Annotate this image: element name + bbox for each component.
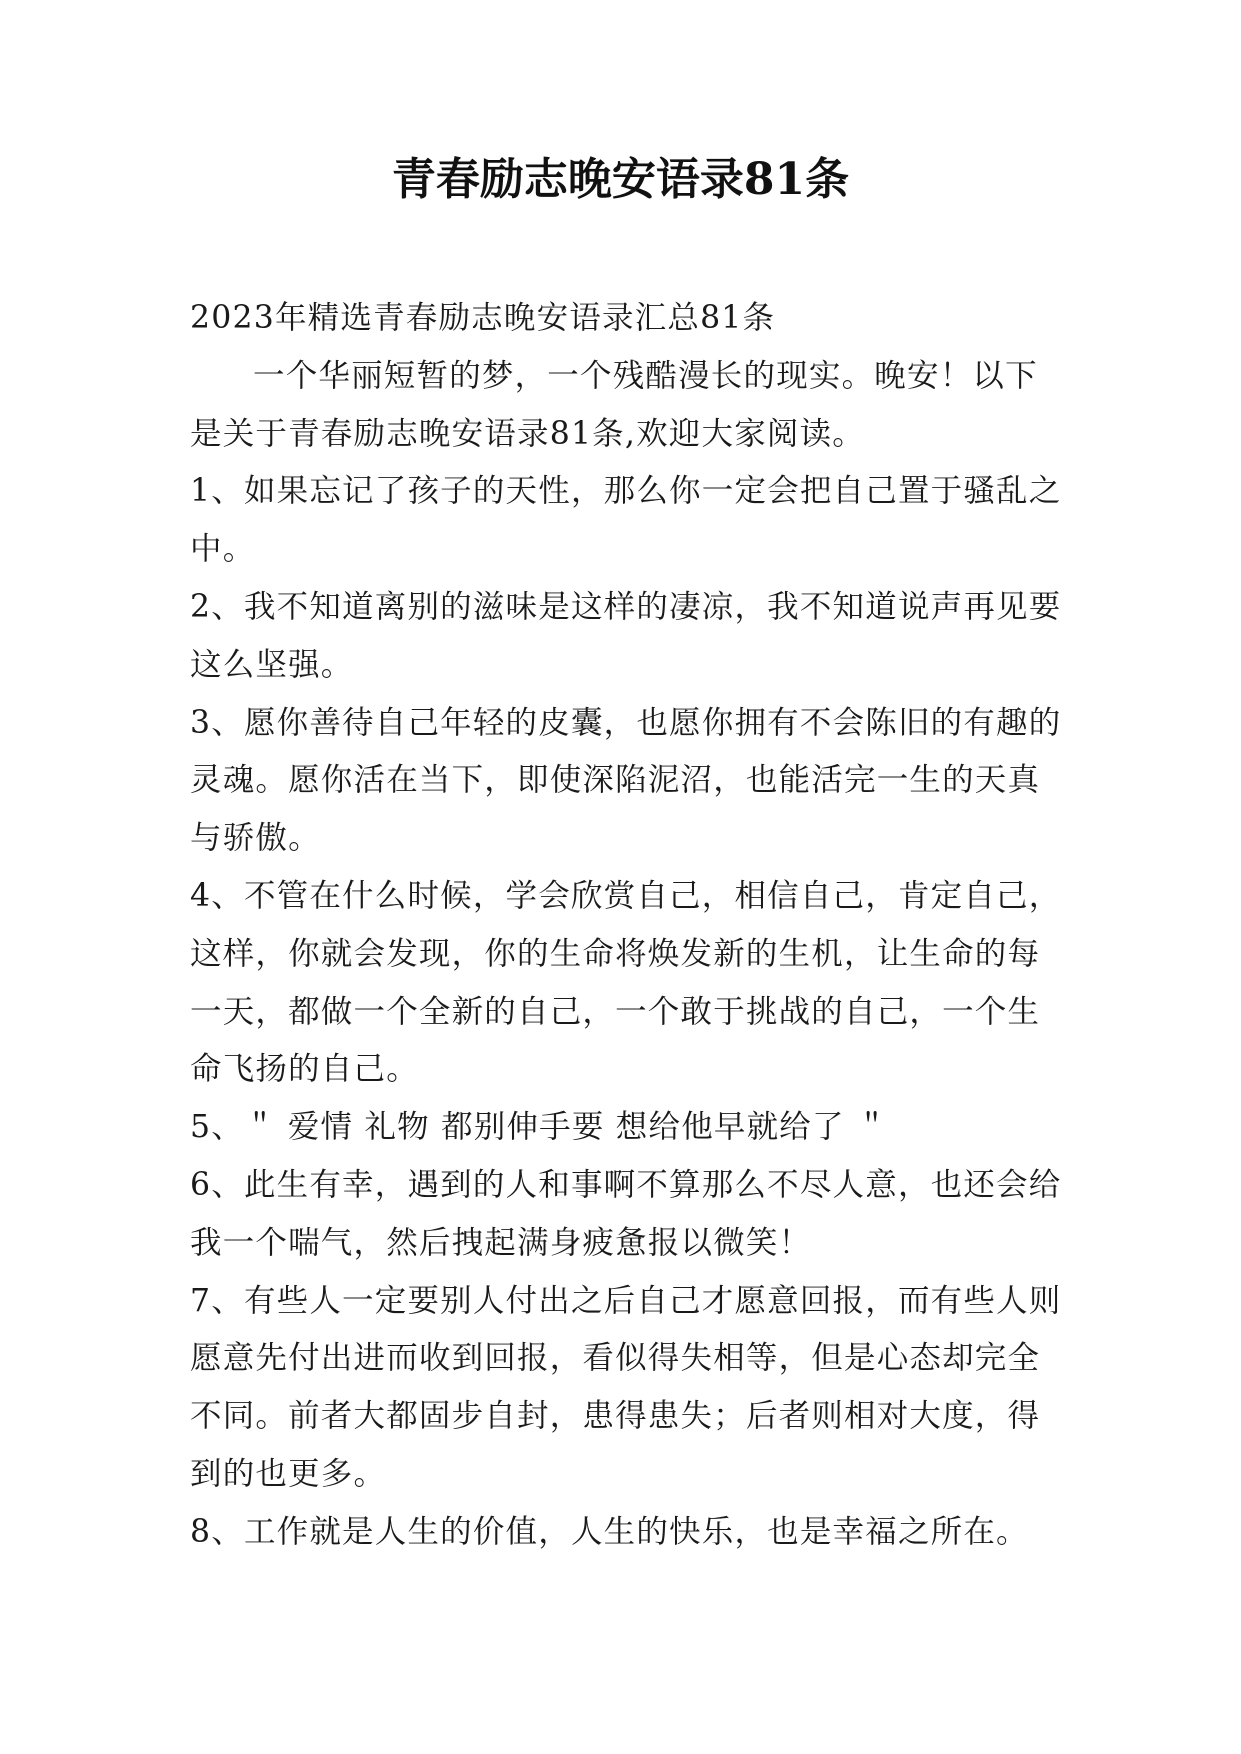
quote-item-2: 2、我不知道离别的滋味是这样的凄凉，我不知道说声再见要这么坚强。 bbox=[190, 588, 1062, 683]
document-subtitle: 2023年精选青春励志晚安语录汇总81条 bbox=[190, 300, 776, 336]
quote-item-7: 7、有些人一定要别人付出之后自己才愿意回报，而有些人则愿意先付出进而收到回报，看似得失相等，但是心态却完全不同。前者大都固步自封，患得患失；后者则相对大度，得到的也更多。 bbox=[190, 1282, 1062, 1492]
quote-item-6: 6、此生有幸，遇到的人和事啊不算那么不尽人意，也还会给我一个喘气，然后拽起满身疲惫报以微笑！ bbox=[190, 1166, 1062, 1261]
document-title: 青春励志晚安语录81条 bbox=[391, 154, 850, 205]
quote-item-5: 5、＂ 爱情 礼物 都别伸手要 想给他早就给了 ＂ bbox=[190, 1109, 889, 1146]
quote-item-1: 1、如果忘记了孩子的天性，那么你一定会把自己置于骚乱之中。 bbox=[190, 473, 1062, 568]
document-body bbox=[190, 290, 1070, 1562]
quote-item-3: 3、愿你善待自己年轻的皮囊，也愿你拥有不会陈旧的有趣的灵魂。愿你活在当下，即使深陷泥沼，也能活完一生的天真与骄傲。 bbox=[190, 704, 1062, 857]
quote-item-4: 4、不管在什么时候，学会欣赏自己，相信自己，肯定自己，这样，你就会发现，你的生命将焕发新的生机，让生命的每一天，都做一个全新的自己，一个敢于挑战的自己，一个生命飞扬的自己。 bbox=[190, 877, 1062, 1088]
intro-paragraph: 一个华丽短暂的梦，一个残酷漫长的现实。晚安！以下是关于青春励志晚安语录81条,欢迎大家阅读。 bbox=[190, 357, 1038, 452]
quote-item-8: 8、工作就是人生的价值，人生的快乐，也是幸福之所在。 bbox=[190, 1513, 1029, 1550]
